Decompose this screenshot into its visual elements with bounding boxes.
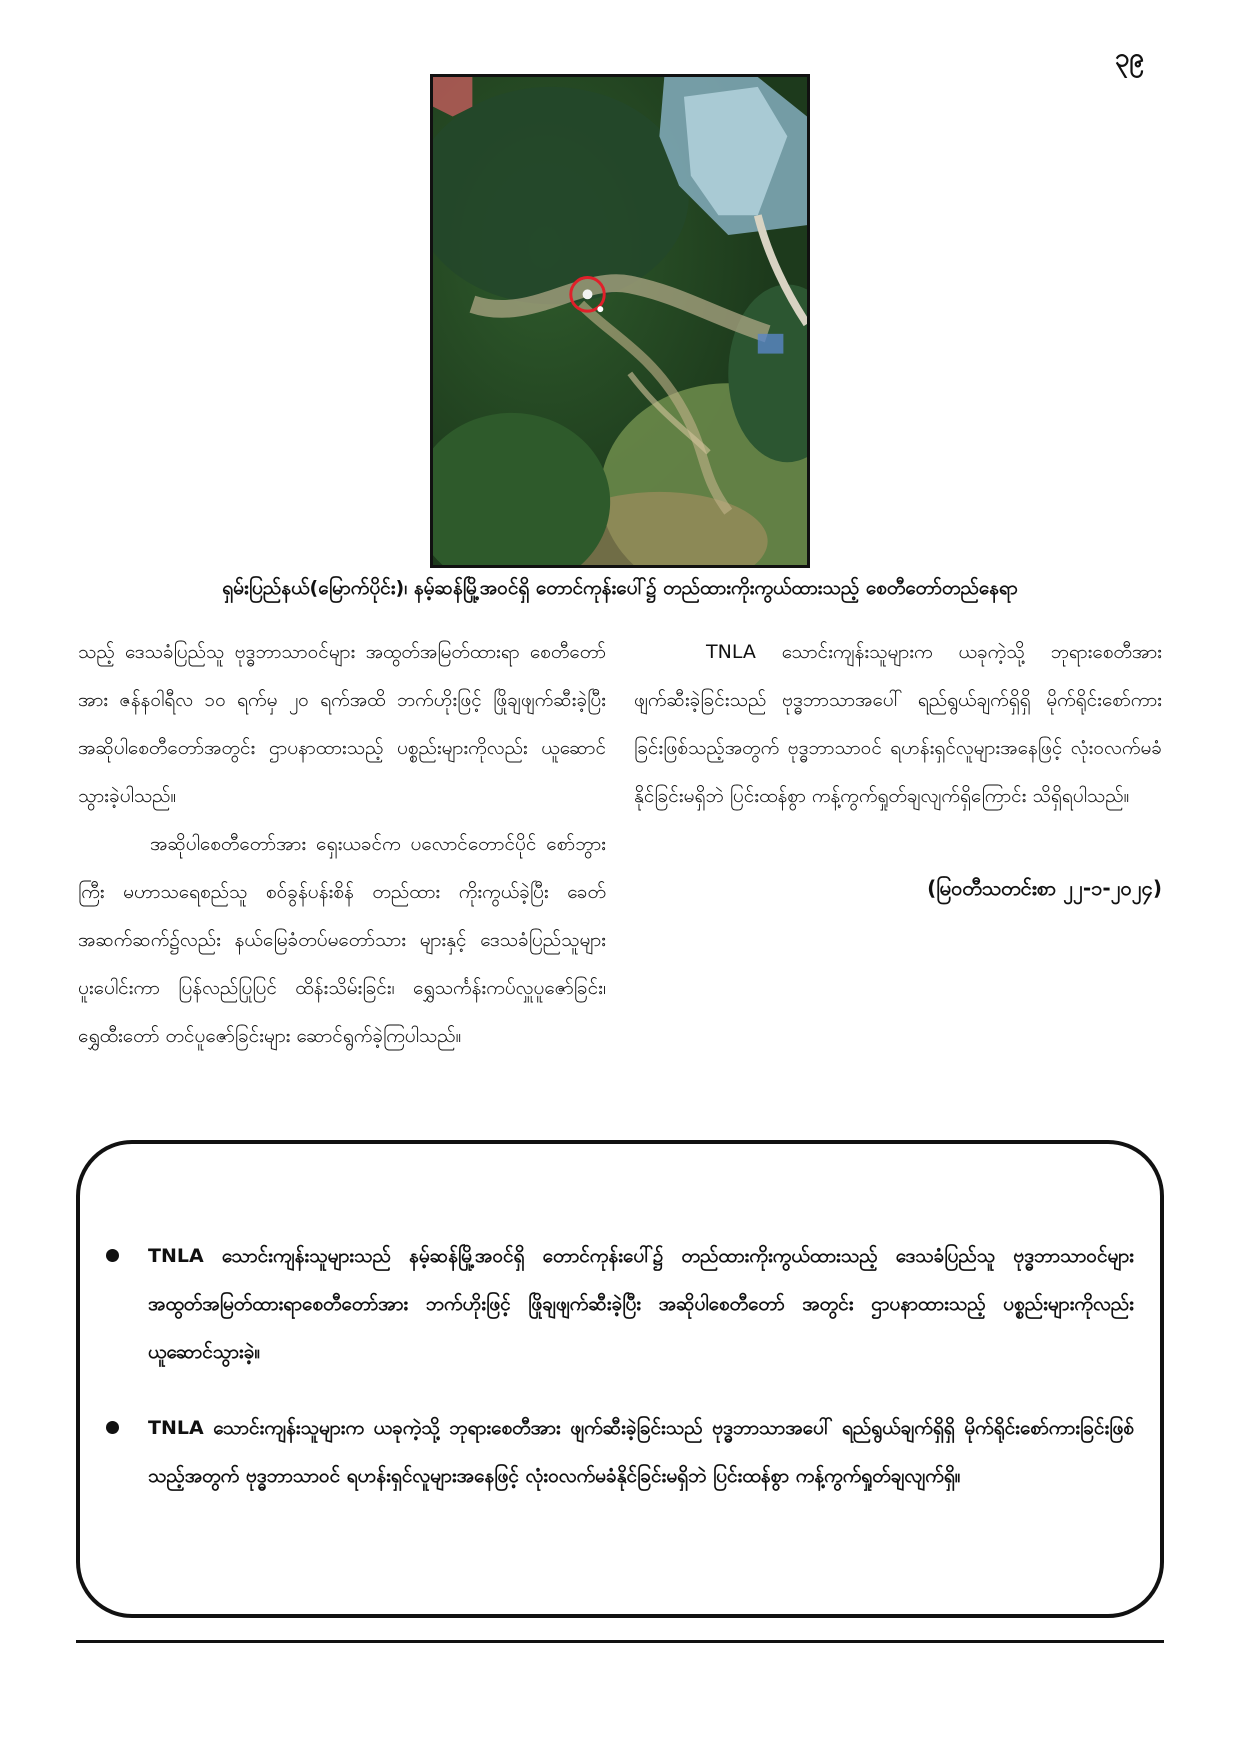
summary-bullet [148,1232,1134,1376]
bullet-dot-icon [106,1421,119,1434]
summary-bullet [148,1404,1134,1500]
article-paragraph: သည့် ဒေသခံပြည်သူ ဗုဒ္ဓဘာသာဝင်များ အထွတ်အမြတ်ထားရာ စေတီတော်အား ဇန်နဝါရီလ ၁၀ ရက်မှ ၂၀ ရက်အထိ ဘက်ဟိုးဖြင့် ဖြိုချဖျက်ဆီးခဲ့ပြီး အဆိုပါစေတီတော်အတွင်း ဌာပနာထားသည့် ပစ္စည်းများကိုလည်း ယူဆောင်သွားခဲ့ပါသည်။ [78,641,606,807]
summary-bullet-text: TNLA သောင်းကျန်းသူများက ယခုကဲ့သို့ ဘုရားစေတီအား ဖျက်ဆီးခဲ့ခြင်းသည် ဗုဒ္ဓဘာသာအပေါ် ရည်ရွယ်ချက်ရှိရှိ မိုက်ရိုင်းစော်ကားခြင်းဖြစ်သည့်အတွက် ဗုဒ္ဓဘာသာဝင် ရဟန်းရှင်လူများအနေဖြင့် လုံးဝလက်မခံနိုင်ခြင်းမရှိဘဲ ပြင်းထန်စွာ ကန့်ကွက်ရှုတ်ချလျက်ရှိ။ [148,1417,1134,1487]
footer-rule [76,1640,1164,1643]
news-source: (မြဝတီသတင်းစာ ၂၂-၁-၂၀၂၄) [927,876,1162,900]
article-left-column [78,628,606,1060]
summary-bullet-text: TNLA သောင်းကျန်းသူများသည် နမ့်ဆန်မြို့အဝင်ရှိ တောင်ကုန်းပေါ်၌ တည်ထားကိုးကွယ်ထားသည့် ဒေသခံပြည်သူ ဗုဒ္ဓဘာသာဝင်များ အထွတ်အမြတ်ထားရာစေတီတော်အား ဘက်ဟိုးဖြင့် ဖြိုချဖျက်ဆီးခဲ့ပြီး အဆိုပါစေတီတော် အတွင်း ဌာပနာထားသည့် ပစ္စည်းများကိုလည်း ယူဆောင်သွားခဲ့။ [148,1245,1134,1363]
article-paragraph: အဆိုပါစေတီတော်အား ရှေးယခင်က ပလောင်တောင်ပိုင် စော်ဘွားကြီး မဟာသရေစည်သူ စဝ်ခွန်ပန်းစိန် တည်ထား ကိုးကွယ်ခဲ့ပြီး ခေတ်အဆက်ဆက်၌လည်း နယ်မြေခံတပ်မတော်သား များနှင့် ဒေသခံပြည်သူများ ပူးပေါင်းကာ ပြန်လည်ပြုပြင် ထိန်းသိမ်းခြင်း၊ ရွှေသင်္ကန်းကပ်လှူပူဇော်ခြင်း၊ ရွှေထီးတော် တင်ပူဇော်ခြင်းများ ဆောင်ရွက်ခဲ့ကြပါသည်။ [78,833,606,1047]
satellite-photo [430,74,810,568]
satellite-image [433,77,807,565]
article-paragraph: TNLA သောင်းကျန်းသူများက ယခုကဲ့သို့ ဘုရားစေတီအား ဖျက်ဆီးခဲ့ခြင်းသည် ဗုဒ္ဓဘာသာအပေါ် ရည်ရွယ်ချက်ရှိရှိ မိုက်ရိုင်းစော်ကားခြင်းဖြစ်သည့်အတွက် ဗုဒ္ဓဘာသာဝင် ရဟန်းရှင်လူများအနေဖြင့် လုံးဝလက်မခံနိုင်ခြင်းမရှိဘဲ ပြင်းထန်စွာ ကန့်ကွက်ရှုတ်ချလျက်ရှိကြောင်း သိရှိရပါသည်။ [634,641,1162,807]
photo-caption: ရှမ်းပြည်နယ်(မြောက်ပိုင်း)၊ နမ့်ဆန်မြို့အဝင်ရှိ တောင်ကုန်းပေါ်၌ တည်ထားကိုးကွယ်ထားသည့် စေတီတော်တည်နေရာ [222,577,1018,599]
page-number: ၃၉ [1114,43,1144,73]
article-right-column [634,628,1162,912]
summary-box [76,1140,1164,1618]
bullet-dot-icon [106,1249,119,1262]
